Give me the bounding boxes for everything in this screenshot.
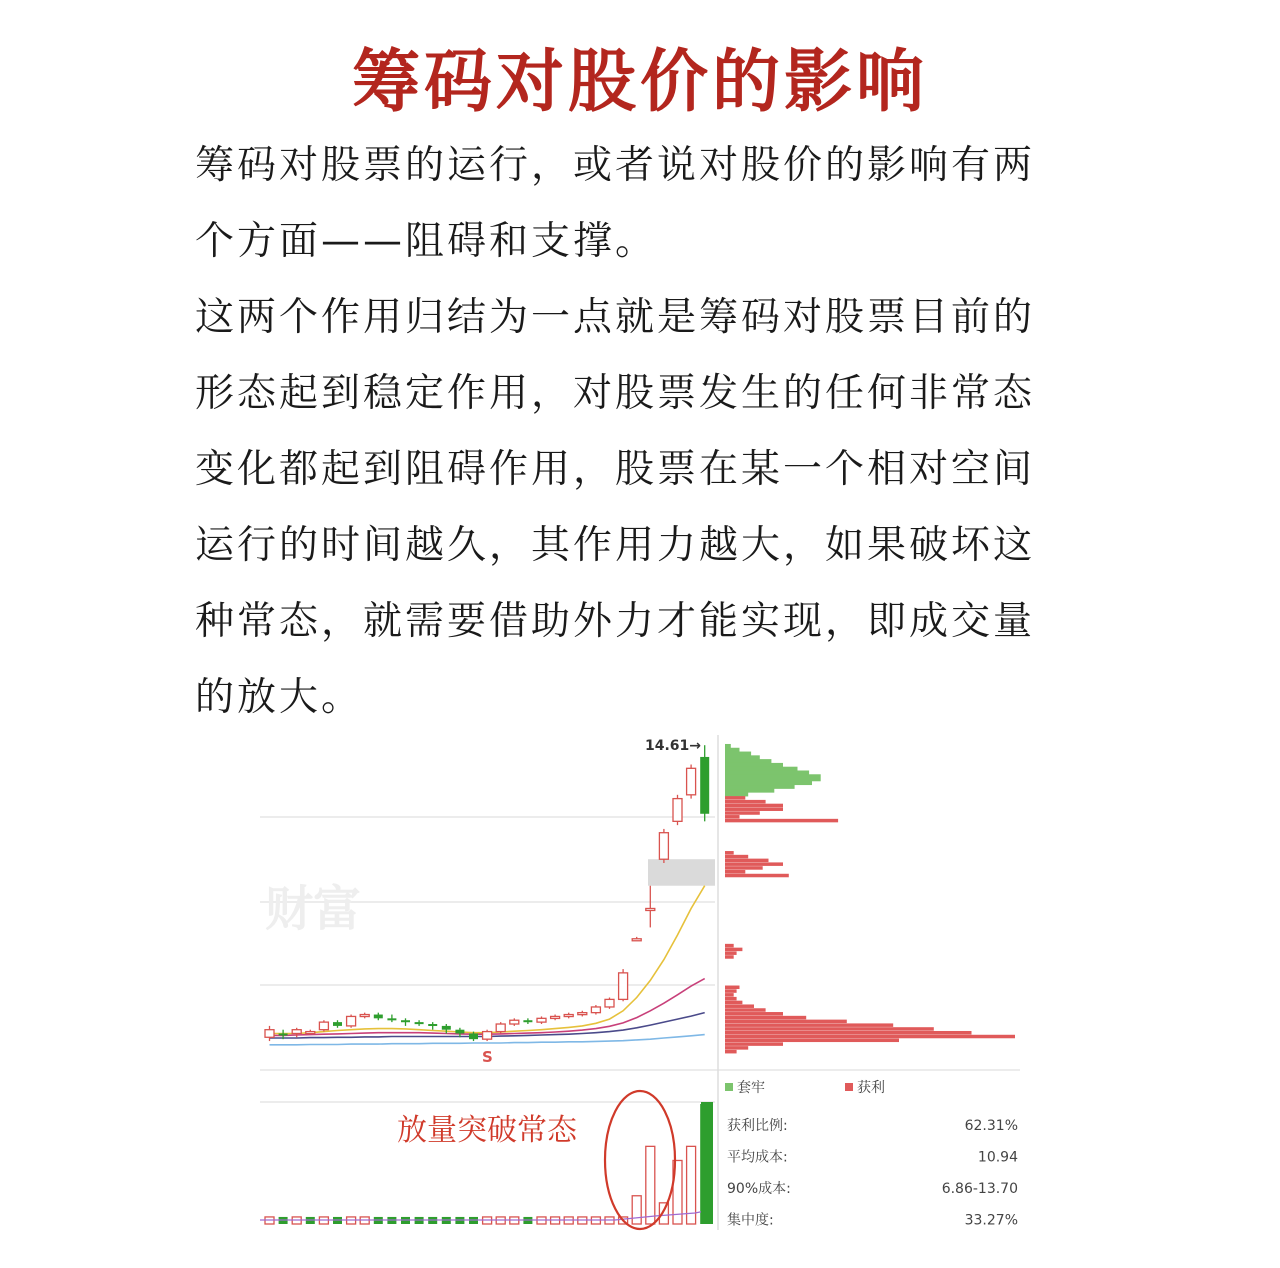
page-title: 筹码对股价的影响 [351, 43, 928, 122]
chip-distribution-chart [255, 730, 1030, 1235]
candle-body [659, 833, 668, 860]
chip-bar-profit [725, 955, 734, 959]
candle-body [483, 1032, 492, 1040]
candle-body [496, 1024, 505, 1032]
chip-bar-trapped [725, 789, 748, 796]
chip-bar-profit [725, 1027, 934, 1031]
candle-body [619, 973, 628, 1000]
paragraph-line: 的放大。 [195, 675, 364, 720]
paragraph-2 [195, 280, 1095, 736]
candle-body [700, 757, 709, 814]
chip-bar-profit [725, 866, 763, 870]
chip-bar-profit [725, 1004, 754, 1008]
candle-body [591, 1007, 600, 1013]
legend-swatch [845, 1083, 853, 1091]
chip-bar-profit [725, 1016, 806, 1020]
chip-bar-profit [725, 862, 783, 866]
volume-bar [687, 1146, 696, 1224]
candle-body [510, 1020, 519, 1024]
stat-label: 集中度: [727, 1212, 774, 1229]
candle-body [646, 908, 655, 910]
watermark: 财富 [265, 881, 362, 937]
paragraph-line: 运行的时间越久，其作用力越大，如果破坏这 [195, 523, 1036, 568]
chip-bar-profit [725, 796, 745, 800]
chip-bar-profit [725, 874, 789, 878]
chip-bar-profit [725, 1039, 899, 1043]
chip-bar-profit [725, 855, 748, 859]
candle-body [306, 1032, 315, 1034]
chip-bar-profit [725, 819, 838, 823]
paragraph-line: 筹码对股票的运行，或者说对股价的影响有两 [195, 143, 1036, 188]
volume-bar [646, 1146, 655, 1224]
candle-body [360, 1015, 369, 1017]
stat-value: 6.86-13.70 [941, 1181, 1018, 1197]
candle-body [374, 1015, 383, 1019]
chip-bar-profit [725, 1008, 766, 1012]
stat-label: 获利比例: [727, 1118, 788, 1134]
legend-swatch [725, 1083, 733, 1091]
chip-bar-profit [725, 1023, 893, 1027]
paragraph-line: 个方面——阻碍和支撑。 [195, 219, 658, 264]
chip-bar-profit [725, 993, 734, 997]
stat-value: 62.31% [964, 1118, 1018, 1134]
paragraph-line: 变化都起到阻碍作用，股票在某一个相对空间 [195, 447, 1036, 492]
chip-bar-profit [725, 1031, 972, 1035]
chip-bar-profit [725, 870, 745, 874]
candle-body [673, 799, 682, 822]
chip-bar-profit [725, 800, 766, 804]
volume-bar [632, 1196, 641, 1224]
stat-label: 90%成本: [727, 1181, 791, 1197]
legend-label: 获利 [857, 1080, 885, 1096]
chip-bar-profit [725, 989, 737, 993]
chip-bar-profit [725, 1050, 737, 1054]
chip-bar-profit [725, 807, 783, 811]
chip-bar-profit [725, 997, 737, 1001]
candle-body [564, 1015, 573, 1017]
chip-bar-profit [725, 1012, 783, 1016]
stat-value: 33.27% [964, 1212, 1018, 1229]
paragraph-1 [195, 128, 1095, 280]
chip-bar-profit [725, 811, 760, 815]
candle-body [687, 768, 696, 795]
chip-bar-profit [725, 804, 783, 808]
paragraph-line: 种常态，就需要借助外力才能实现，即成交量 [195, 599, 1036, 644]
chip-bar-profit [725, 944, 734, 948]
chart-frame [260, 735, 1020, 1230]
candle-body [455, 1030, 464, 1034]
gap-box [648, 859, 715, 886]
chip-bar-profit [725, 1001, 742, 1005]
candle-body [605, 999, 614, 1007]
candle-body [442, 1026, 451, 1030]
candle-body [347, 1016, 356, 1025]
paragraph-line: 这两个作用归结为一点就是筹码对股票目前的 [195, 295, 1036, 340]
chip-bar-profit [725, 1042, 783, 1046]
candle-body [551, 1016, 560, 1018]
candle-body [523, 1020, 532, 1022]
candle-body [333, 1022, 342, 1026]
stat-value: 10.94 [977, 1149, 1018, 1166]
chip-bar-profit [725, 986, 740, 990]
candle-body [415, 1022, 424, 1024]
candle-body [428, 1024, 437, 1026]
chip-bar-profit [725, 859, 769, 863]
candle-body [632, 939, 641, 941]
paragraph-line: 形态起到稳定作用，对股票发生的任何非常态 [195, 371, 1036, 416]
chip-bar-profit [725, 851, 734, 855]
candle-body [387, 1018, 396, 1020]
candle-body [578, 1013, 587, 1015]
candle-body [537, 1018, 546, 1022]
candle-body [319, 1022, 328, 1030]
chip-bar-profit [725, 1046, 748, 1050]
chip-bar-profit [725, 1035, 1015, 1039]
legend-label: 套牢 [737, 1080, 765, 1096]
candle-body [401, 1020, 410, 1022]
chip-bar-profit [725, 948, 742, 952]
volume-bar-last [701, 1102, 713, 1224]
s-marker: S [482, 1048, 493, 1066]
price-marker-label: 14.61→ [645, 738, 702, 754]
candle-body [292, 1030, 301, 1034]
candle-body [469, 1033, 478, 1039]
stat-label: 平均成本: [727, 1149, 788, 1166]
chip-bar-profit [725, 951, 737, 955]
candle-body [265, 1030, 274, 1038]
chip-bar-profit [725, 815, 740, 819]
annotation-label: 放量突破常态 [397, 1113, 577, 1148]
candle-body [279, 1033, 288, 1035]
chip-bar-profit [725, 1020, 847, 1024]
